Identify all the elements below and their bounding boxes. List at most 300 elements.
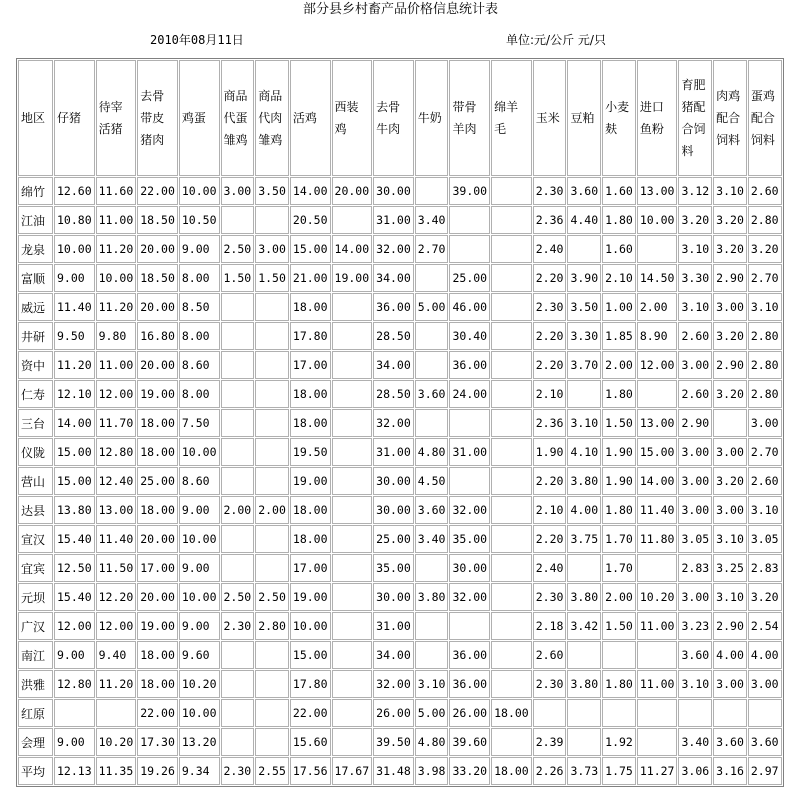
price-cell: 3.20 <box>713 467 747 495</box>
price-cell: 8.00 <box>179 264 220 292</box>
region-cell: 洪雅 <box>18 670 53 698</box>
report-date: 2010年08月11日 <box>150 33 244 47</box>
region-cell: 平均 <box>18 757 53 785</box>
price-cell <box>602 699 636 727</box>
price-cell: 13.20 <box>179 728 220 756</box>
price-cell: 11.00 <box>637 670 678 698</box>
column-header: 进口鱼粉 <box>637 60 678 176</box>
price-cell: 35.00 <box>449 525 490 553</box>
price-cell: 2.90 <box>713 351 747 379</box>
price-cell <box>255 322 289 350</box>
price-cell: 3.98 <box>415 757 449 785</box>
price-cell: 2.60 <box>678 322 712 350</box>
price-cell <box>491 612 532 640</box>
price-cell: 11.80 <box>637 525 678 553</box>
price-cell <box>221 351 255 379</box>
price-cell: 1.50 <box>255 264 289 292</box>
price-cell: 2.60 <box>748 177 782 205</box>
price-cell: 8.00 <box>179 380 220 408</box>
price-cell <box>332 525 373 553</box>
price-cell: 9.34 <box>179 757 220 785</box>
price-cell: 9.50 <box>54 322 95 350</box>
price-cell: 2.40 <box>533 554 567 582</box>
price-cell: 10.00 <box>179 699 220 727</box>
price-cell: 10.00 <box>179 177 220 205</box>
price-cell: 2.60 <box>533 641 567 669</box>
column-header: 带骨羊肉 <box>449 60 490 176</box>
price-cell: 3.16 <box>713 757 747 785</box>
price-cell: 22.00 <box>137 699 178 727</box>
price-cell <box>449 206 490 234</box>
table-row <box>18 583 782 611</box>
region-cell: 宣汉 <box>18 525 53 553</box>
price-cell: 15.00 <box>637 438 678 466</box>
price-cell: 20.00 <box>137 351 178 379</box>
price-cell: 3.10 <box>678 235 712 263</box>
price-cell <box>637 641 678 669</box>
price-cell: 4.00 <box>567 496 601 524</box>
price-cell: 20.00 <box>332 177 373 205</box>
price-cell: 2.90 <box>713 612 747 640</box>
price-cell: 10.00 <box>179 583 220 611</box>
price-cell: 1.92 <box>602 728 636 756</box>
column-header: 商品代肉雏鸡 <box>255 60 289 176</box>
price-cell: 9.60 <box>179 641 220 669</box>
price-cell <box>491 293 532 321</box>
price-cell <box>332 380 373 408</box>
column-header: 西装鸡 <box>332 60 373 176</box>
column-header: 绵羊毛 <box>491 60 532 176</box>
price-cell: 2.80 <box>748 322 782 350</box>
price-cell: 3.05 <box>748 525 782 553</box>
price-cell <box>221 206 255 234</box>
price-cell: 3.40 <box>415 525 449 553</box>
price-cell: 18.00 <box>137 496 178 524</box>
price-cell <box>491 380 532 408</box>
price-cell: 5.00 <box>415 699 449 727</box>
region-cell: 仁寿 <box>18 380 53 408</box>
price-cell: 14.00 <box>637 467 678 495</box>
price-cell: 18.00 <box>491 699 532 727</box>
price-cell <box>748 699 782 727</box>
price-cell: 9.00 <box>54 728 95 756</box>
price-cell <box>491 351 532 379</box>
price-cell: 30.00 <box>373 467 414 495</box>
price-cell <box>567 699 601 727</box>
price-cell: 30.00 <box>449 554 490 582</box>
price-cell <box>415 322 449 350</box>
price-cell: 11.35 <box>96 757 137 785</box>
price-cell: 13.80 <box>54 496 95 524</box>
price-cell: 2.70 <box>748 264 782 292</box>
price-cell <box>415 641 449 669</box>
price-cell: 3.00 <box>221 177 255 205</box>
price-cell <box>415 612 449 640</box>
price-cell: 34.00 <box>373 641 414 669</box>
price-cell: 34.00 <box>373 264 414 292</box>
price-cell: 3.23 <box>678 612 712 640</box>
price-cell: 3.06 <box>678 757 712 785</box>
price-cell: 14.00 <box>332 235 373 263</box>
price-cell: 3.40 <box>415 206 449 234</box>
price-cell: 11.40 <box>96 525 137 553</box>
price-cell: 11.00 <box>637 612 678 640</box>
price-cell: 2.80 <box>255 612 289 640</box>
region-cell: 宜宾 <box>18 554 53 582</box>
price-table <box>16 58 784 787</box>
table-row <box>18 612 782 640</box>
price-cell: 18.00 <box>137 409 178 437</box>
price-cell <box>415 264 449 292</box>
price-cell: 14.50 <box>637 264 678 292</box>
price-cell: 4.00 <box>748 641 782 669</box>
price-cell: 3.00 <box>678 438 712 466</box>
price-cell: 3.10 <box>678 670 712 698</box>
price-cell: 3.00 <box>678 351 712 379</box>
price-cell <box>255 351 289 379</box>
price-cell: 31.00 <box>373 206 414 234</box>
price-cell: 2.50 <box>221 583 255 611</box>
price-cell <box>491 264 532 292</box>
price-cell: 3.20 <box>713 322 747 350</box>
price-cell <box>255 670 289 698</box>
price-cell <box>255 728 289 756</box>
price-cell <box>332 496 373 524</box>
price-cell <box>255 409 289 437</box>
price-cell: 3.90 <box>567 264 601 292</box>
region-cell: 资中 <box>18 351 53 379</box>
table-row <box>18 699 782 727</box>
column-header: 育肥猪配合饲料 <box>678 60 712 176</box>
price-cell: 2.83 <box>678 554 712 582</box>
price-cell <box>491 409 532 437</box>
price-cell: 3.20 <box>713 206 747 234</box>
region-cell: 广汉 <box>18 612 53 640</box>
price-cell: 28.50 <box>373 322 414 350</box>
column-header: 肉鸡配合饲料 <box>713 60 747 176</box>
price-cell: 1.75 <box>602 757 636 785</box>
price-cell: 2.70 <box>415 235 449 263</box>
price-cell: 10.80 <box>54 206 95 234</box>
price-cell <box>491 322 532 350</box>
price-cell: 2.90 <box>678 409 712 437</box>
table-row <box>18 728 782 756</box>
price-cell: 10.20 <box>637 583 678 611</box>
price-cell: 11.20 <box>54 351 95 379</box>
price-cell <box>449 409 490 437</box>
price-cell: 32.00 <box>449 496 490 524</box>
price-cell: 34.00 <box>373 351 414 379</box>
price-cell: 11.40 <box>54 293 95 321</box>
price-cell <box>332 467 373 495</box>
price-cell: 11.50 <box>96 554 137 582</box>
price-cell: 3.42 <box>567 612 601 640</box>
price-cell: 15.40 <box>54 583 95 611</box>
price-cell: 18.00 <box>137 438 178 466</box>
price-cell: 20.00 <box>137 583 178 611</box>
price-cell: 32.00 <box>373 409 414 437</box>
price-cell: 2.00 <box>602 583 636 611</box>
price-cell <box>449 612 490 640</box>
price-cell: 9.00 <box>179 496 220 524</box>
price-cell: 10.00 <box>96 264 137 292</box>
price-cell: 24.00 <box>449 380 490 408</box>
price-cell <box>255 554 289 582</box>
price-cell: 15.00 <box>54 438 95 466</box>
table-row <box>18 235 782 263</box>
price-cell: 8.90 <box>637 322 678 350</box>
table-row <box>18 467 782 495</box>
price-cell: 3.10 <box>415 670 449 698</box>
price-cell: 33.20 <box>449 757 490 785</box>
price-cell: 12.10 <box>54 380 95 408</box>
region-cell: 仪陇 <box>18 438 53 466</box>
price-cell <box>491 235 532 263</box>
price-cell: 2.00 <box>637 293 678 321</box>
price-cell: 17.67 <box>332 757 373 785</box>
region-cell: 龙泉 <box>18 235 53 263</box>
price-cell <box>491 177 532 205</box>
price-cell: 12.40 <box>96 467 137 495</box>
price-cell: 17.00 <box>290 351 331 379</box>
price-cell: 13.00 <box>637 177 678 205</box>
price-cell: 3.12 <box>678 177 712 205</box>
price-cell: 1.80 <box>602 206 636 234</box>
price-cell: 18.50 <box>137 264 178 292</box>
price-cell <box>415 409 449 437</box>
price-cell: 13.00 <box>637 409 678 437</box>
column-header: 鸡蛋 <box>179 60 220 176</box>
price-cell: 2.30 <box>533 293 567 321</box>
price-cell <box>221 728 255 756</box>
price-cell: 19.00 <box>137 380 178 408</box>
price-cell: 15.00 <box>290 641 331 669</box>
price-cell: 11.70 <box>96 409 137 437</box>
price-cell: 4.80 <box>415 438 449 466</box>
price-cell <box>332 670 373 698</box>
price-cell: 2.55 <box>255 757 289 785</box>
price-cell: 4.00 <box>713 641 747 669</box>
price-cell: 17.80 <box>290 322 331 350</box>
table-row <box>18 293 782 321</box>
price-cell: 18.00 <box>290 525 331 553</box>
price-cell: 9.80 <box>96 322 137 350</box>
price-cell: 3.20 <box>713 380 747 408</box>
price-cell: 3.00 <box>678 467 712 495</box>
price-cell: 18.00 <box>491 757 532 785</box>
price-cell: 3.70 <box>567 351 601 379</box>
price-cell: 10.00 <box>179 438 220 466</box>
price-cell: 2.20 <box>533 322 567 350</box>
price-cell: 2.20 <box>533 351 567 379</box>
price-cell: 1.90 <box>602 438 636 466</box>
region-cell: 红原 <box>18 699 53 727</box>
price-cell: 3.75 <box>567 525 601 553</box>
region-cell: 南江 <box>18 641 53 669</box>
price-cell <box>713 409 747 437</box>
price-cell <box>637 554 678 582</box>
table-row <box>18 757 782 785</box>
price-cell: 36.00 <box>449 351 490 379</box>
price-cell: 11.60 <box>96 177 137 205</box>
price-cell <box>332 293 373 321</box>
column-header: 去骨带皮猪肉 <box>137 60 178 176</box>
price-cell <box>491 525 532 553</box>
price-cell: 35.00 <box>373 554 414 582</box>
price-cell: 19.00 <box>137 612 178 640</box>
price-cell: 2.20 <box>533 264 567 292</box>
price-cell: 39.00 <box>449 177 490 205</box>
price-cell: 1.70 <box>602 525 636 553</box>
price-cell <box>491 728 532 756</box>
price-cell: 15.60 <box>290 728 331 756</box>
column-header: 待宰活猪 <box>96 60 137 176</box>
price-cell: 3.10 <box>567 409 601 437</box>
price-cell: 1.80 <box>602 670 636 698</box>
price-cell: 3.20 <box>748 583 782 611</box>
price-cell <box>221 699 255 727</box>
price-cell: 2.30 <box>533 583 567 611</box>
price-cell <box>415 351 449 379</box>
price-cell: 30.00 <box>373 496 414 524</box>
price-cell <box>567 380 601 408</box>
price-cell: 3.10 <box>713 525 747 553</box>
price-cell: 1.70 <box>602 554 636 582</box>
price-cell: 1.60 <box>602 235 636 263</box>
price-cell <box>54 699 95 727</box>
price-cell: 32.00 <box>373 670 414 698</box>
price-cell: 2.90 <box>713 264 747 292</box>
price-cell: 3.30 <box>678 264 712 292</box>
price-cell: 3.00 <box>748 409 782 437</box>
price-cell: 1.90 <box>533 438 567 466</box>
price-cell <box>637 380 678 408</box>
region-cell: 井研 <box>18 322 53 350</box>
table-row <box>18 409 782 437</box>
price-cell <box>255 699 289 727</box>
price-cell: 11.20 <box>96 670 137 698</box>
column-header: 去骨牛肉 <box>373 60 414 176</box>
price-cell: 14.00 <box>54 409 95 437</box>
price-cell: 18.50 <box>137 206 178 234</box>
price-cell <box>221 322 255 350</box>
price-cell: 3.00 <box>678 583 712 611</box>
price-cell: 3.20 <box>748 235 782 263</box>
price-cell: 18.00 <box>290 496 331 524</box>
price-cell: 36.00 <box>449 641 490 669</box>
price-cell: 12.00 <box>96 612 137 640</box>
price-cell: 12.80 <box>54 670 95 698</box>
price-cell: 9.00 <box>54 264 95 292</box>
table-row <box>18 380 782 408</box>
price-cell: 12.50 <box>54 554 95 582</box>
price-cell: 2.54 <box>748 612 782 640</box>
price-cell: 2.83 <box>748 554 782 582</box>
region-cell: 江油 <box>18 206 53 234</box>
price-cell <box>567 728 601 756</box>
price-cell <box>415 554 449 582</box>
price-cell: 20.00 <box>137 525 178 553</box>
price-cell <box>255 380 289 408</box>
price-cell <box>221 409 255 437</box>
price-cell <box>255 467 289 495</box>
price-cell: 2.97 <box>748 757 782 785</box>
price-cell: 1.90 <box>602 467 636 495</box>
column-header: 商品代蛋雏鸡 <box>221 60 255 176</box>
price-cell: 2.10 <box>602 264 636 292</box>
price-cell: 36.00 <box>373 293 414 321</box>
price-cell: 3.10 <box>678 293 712 321</box>
price-cell: 2.36 <box>533 206 567 234</box>
price-cell <box>449 235 490 263</box>
price-cell: 2.80 <box>748 206 782 234</box>
price-cell: 2.60 <box>748 467 782 495</box>
price-cell: 10.00 <box>290 612 331 640</box>
price-cell: 3.60 <box>678 641 712 669</box>
price-cell: 3.30 <box>567 322 601 350</box>
price-cell <box>491 641 532 669</box>
price-cell: 3.00 <box>713 438 747 466</box>
price-cell <box>567 554 601 582</box>
price-cell: 1.60 <box>602 177 636 205</box>
price-cell: 10.00 <box>54 235 95 263</box>
price-cell: 9.00 <box>54 641 95 669</box>
price-cell <box>221 293 255 321</box>
region-cell: 会理 <box>18 728 53 756</box>
price-cell: 3.60 <box>415 496 449 524</box>
price-cell: 9.00 <box>179 612 220 640</box>
price-cell <box>713 699 747 727</box>
price-cell: 2.20 <box>533 467 567 495</box>
price-cell: 18.00 <box>290 409 331 437</box>
price-cell: 25.00 <box>373 525 414 553</box>
price-cell: 17.00 <box>137 554 178 582</box>
price-cell <box>332 206 373 234</box>
price-cell <box>221 670 255 698</box>
price-cell <box>533 699 567 727</box>
price-cell: 1.80 <box>602 496 636 524</box>
price-cell: 2.50 <box>221 235 255 263</box>
price-cell <box>255 293 289 321</box>
price-cell <box>332 554 373 582</box>
price-cell: 25.00 <box>449 264 490 292</box>
table-row <box>18 264 782 292</box>
price-cell: 16.80 <box>137 322 178 350</box>
price-cell: 10.00 <box>179 525 220 553</box>
price-cell <box>491 670 532 698</box>
table-row <box>18 525 782 553</box>
price-cell: 3.05 <box>678 525 712 553</box>
price-cell: 17.00 <box>290 554 331 582</box>
price-cell: 2.30 <box>221 612 255 640</box>
price-cell: 26.00 <box>449 699 490 727</box>
column-header: 地区 <box>18 60 53 176</box>
price-cell: 11.00 <box>96 351 137 379</box>
price-cell: 31.48 <box>373 757 414 785</box>
price-cell: 2.40 <box>533 235 567 263</box>
price-cell: 11.20 <box>96 235 137 263</box>
price-cell: 19.26 <box>137 757 178 785</box>
price-cell: 3.00 <box>713 670 747 698</box>
price-cell: 2.70 <box>748 438 782 466</box>
price-cell: 30.00 <box>373 177 414 205</box>
price-cell: 3.25 <box>713 554 747 582</box>
price-cell <box>332 728 373 756</box>
price-cell: 12.00 <box>637 351 678 379</box>
price-cell: 12.60 <box>54 177 95 205</box>
price-cell: 18.00 <box>137 670 178 698</box>
price-cell: 2.36 <box>533 409 567 437</box>
